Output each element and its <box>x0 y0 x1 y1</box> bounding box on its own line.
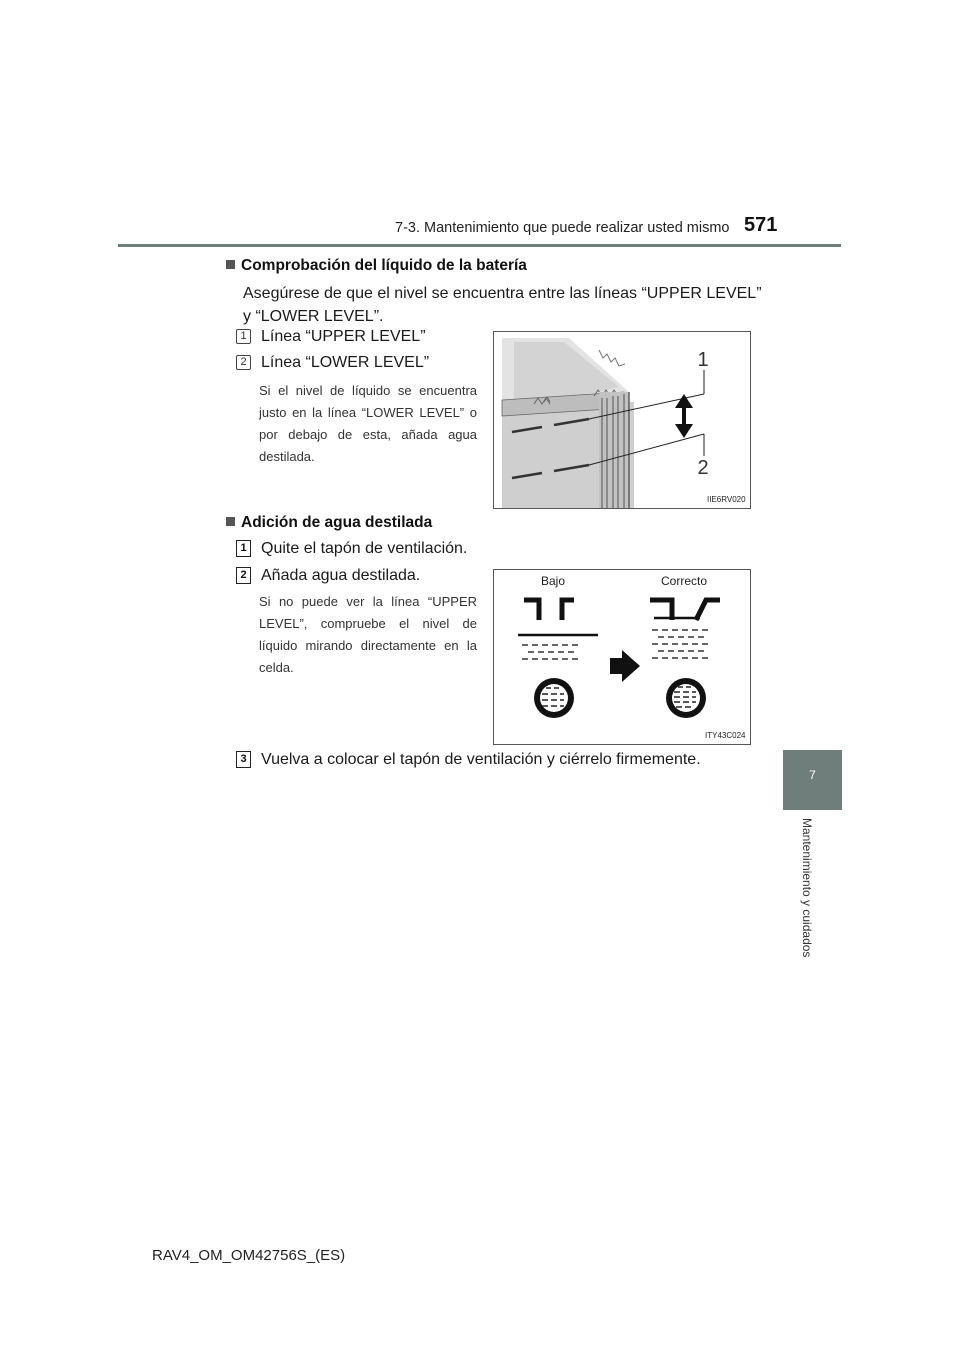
figure-callout-2: 2 <box>697 457 709 479</box>
callout-marker-2: 2 <box>236 355 251 370</box>
add-water-heading-text: Adición de agua destilada <box>241 514 433 531</box>
chapter-number: 7 <box>809 768 816 782</box>
fluid-comparison-figure <box>493 569 751 745</box>
chapter-label: Mantenimiento y cuidados <box>800 818 814 958</box>
callout-marker-1: 1 <box>236 329 251 344</box>
square-bullet-icon <box>226 517 235 526</box>
check-intro: Asegúrese de que el nivel se encuentra entre las líneas “UPPER LEVEL” y “LOWER LEVEL”. <box>243 285 762 325</box>
document-id: RAV4_OM_OM42756S_(ES) <box>152 1247 346 1264</box>
figure-code: IIE6RV020 <box>707 495 746 504</box>
step-number-3: 3 <box>236 751 251 768</box>
add-water-heading <box>226 514 432 532</box>
figure-callout-1: 1 <box>697 349 709 371</box>
square-bullet-icon <box>226 260 235 269</box>
lower-level-item: Línea “LOWER LEVEL” <box>261 354 430 371</box>
low-label: Bajo <box>541 574 566 588</box>
comparison-illustration <box>494 570 750 744</box>
step-number-2: 2 <box>236 567 251 584</box>
step-2-text: Añada agua destilada. <box>261 567 421 584</box>
section-title: 7-3. Mantenimiento que puede realizar usted mismo <box>395 220 730 236</box>
header-divider <box>118 244 841 247</box>
check-note: Si el nivel de líquido se encuentra justo en la línea “LOWER LEVEL” o por debajo de esta, añada agua destilada. <box>259 383 477 464</box>
figure-code: ITY43C024 <box>705 731 746 740</box>
step-number-1: 1 <box>236 540 251 557</box>
check-heading <box>226 257 527 275</box>
upper-level-item: Línea “UPPER LEVEL” <box>261 328 426 345</box>
battery-level-figure <box>493 331 751 509</box>
add-water-note: Si no puede ver la línea “UPPER LEVEL”, compruebe el nivel de líquido mirando directamente en la celda. <box>259 594 477 675</box>
step-3-text: Vuelva a colocar el tapón de ventilación y ciérrelo firmemente. <box>261 751 701 768</box>
step-1-text: Quite el tapón de ventilación. <box>261 540 468 557</box>
correct-label: Correcto <box>661 574 708 588</box>
check-heading-text: Comprobación del líquido de la batería <box>241 257 527 274</box>
page-number: 571 <box>744 214 778 236</box>
